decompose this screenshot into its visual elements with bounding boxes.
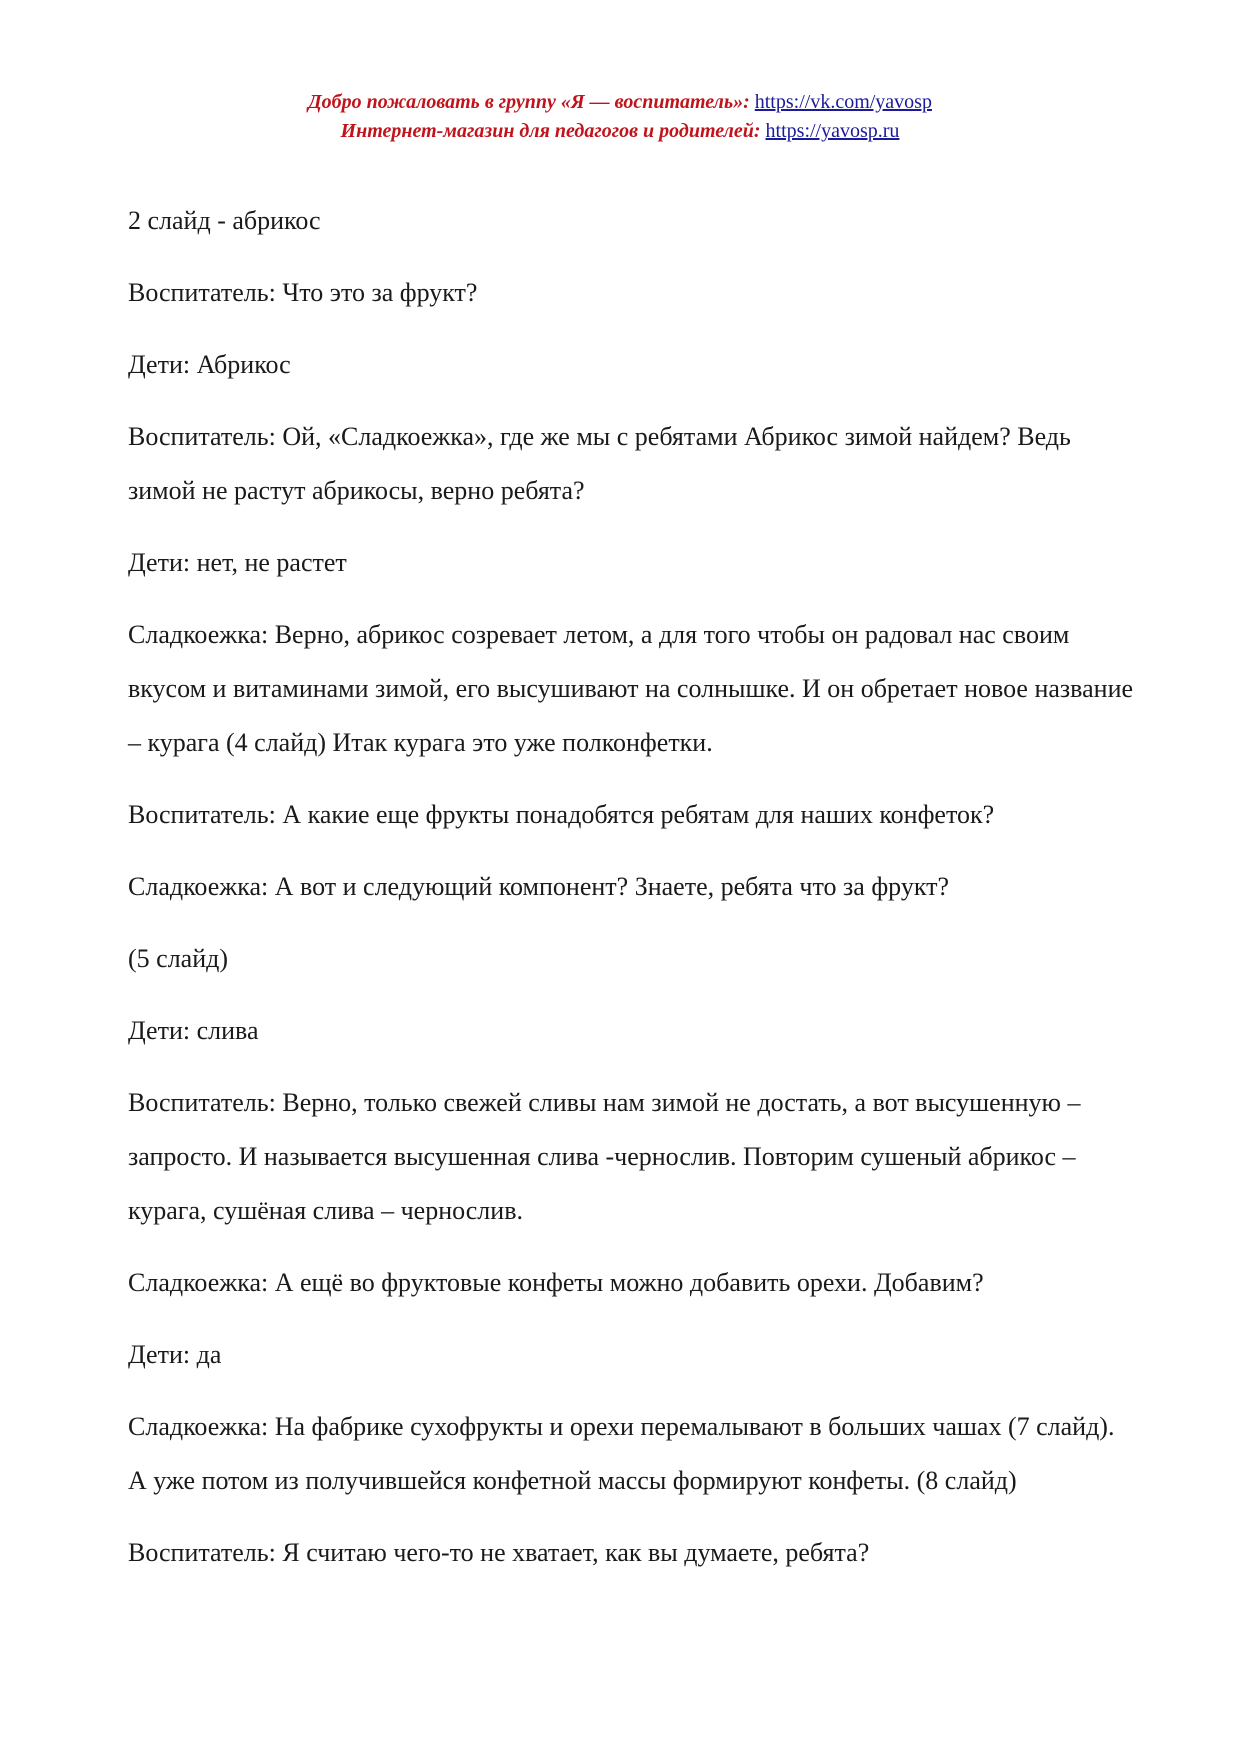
dialogue-line: Сладкоежка: А ещё во фруктовые конфеты можно добавить орехи. Добавим? bbox=[128, 1268, 984, 1297]
header-line-group bbox=[0, 88, 1240, 117]
header-line-shop bbox=[0, 117, 1240, 146]
shop-link[interactable]: https://yavosp.ru bbox=[765, 120, 900, 142]
dialogue-line: Воспитатель: Ой, «Сладкоежка», где же мы с ребятами Абрикос зимой найдем? Ведь зимой не растут абрикосы, верно ребята? bbox=[128, 422, 1071, 505]
slide-note: (5 слайд) bbox=[128, 944, 229, 973]
document-body bbox=[128, 194, 1138, 1598]
dialogue-line: Воспитатель: А какие еще фрукты понадобятся ребятам для наших конфеток? bbox=[128, 800, 995, 829]
dialogue-line: Дети: слива bbox=[128, 1016, 259, 1045]
dialogue-line: Воспитатель: Что это за фрукт? bbox=[128, 278, 478, 307]
page-header bbox=[0, 88, 1240, 146]
group-welcome-label: Добро пожаловать в группу «Я — воспитатель»: bbox=[308, 91, 750, 113]
dialogue-line: Сладкоежка: А вот и следующий компонент? Знаете, ребята что за фрукт? bbox=[128, 872, 950, 901]
dialogue-line: Дети: да bbox=[128, 1340, 222, 1369]
slide-heading: 2 слайд - абрикос bbox=[128, 206, 321, 235]
dialogue-line: Воспитатель: Я считаю чего-то не хватает, как вы думаете, ребята? bbox=[128, 1538, 870, 1567]
vk-group-link[interactable]: https://vk.com/yavosp bbox=[754, 91, 932, 113]
shop-label: Интернет-магазин для педагогов и родителей: bbox=[340, 120, 761, 142]
dialogue-line: Дети: нет, не растет bbox=[128, 548, 347, 577]
dialogue-line: Дети: Абрикос bbox=[128, 350, 291, 379]
dialogue-line: Сладкоежка: На фабрике сухофрукты и орехи перемалывают в больших чашах (7 слайд). А уже потом из получившейся конфетной массы формируют конфеты. (8 слайд) bbox=[128, 1412, 1115, 1495]
dialogue-line: Воспитатель: Верно, только свежей сливы нам зимой не достать, а вот высушенную –запросто. И называется высушенная слива -чернослив. Повторим сушеный абрикос – курага, сушёная слива – чернослив. bbox=[128, 1088, 1081, 1225]
dialogue-line: Сладкоежка: Верно, абрикос созревает летом, а для того чтобы он радовал нас своим вкусом и витаминами зимой, его высушивают на солнышке. И он обретает новое название – курага (4 слайд) Итак курага это уже полконфетки. bbox=[128, 620, 1134, 757]
